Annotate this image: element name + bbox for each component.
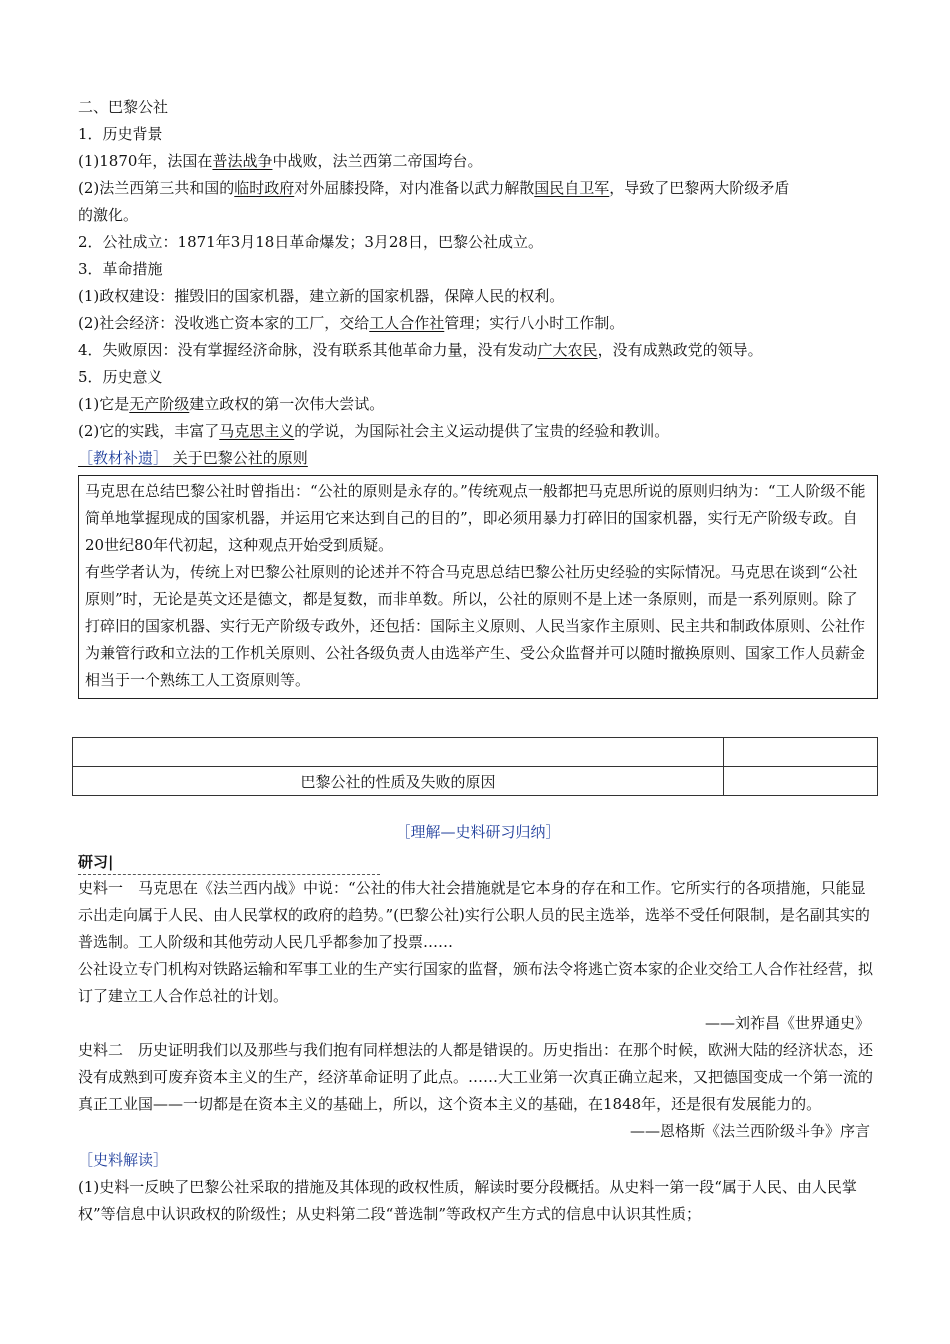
text: ，没有成熟政党的领导。 — [597, 341, 763, 359]
key-term: 临时政府 — [234, 179, 295, 197]
topic-table-cell — [724, 767, 878, 796]
key-term: 国民自卫军 — [534, 179, 610, 197]
text: 中战败，法兰西第二帝国垮台。 — [272, 152, 483, 170]
source-1-paragraph-1: 史料一 马克思在《法兰西内战》中说：“公社的伟大社会措施就是它本身的存在和工作。它所实行的各项措施，只能显示出走向属于人民、由人民掌权的政府的趋势。”(巴黎公社)实行公职人员的民主选举，选举不受任何限制，是名副其实的普选制。工人阶级和其他劳动人民几乎都参加了投票…… — [78, 879, 870, 951]
measures-point-2 — [78, 310, 878, 337]
text: 的学说，为国际社会主义运动提供了宝贵的经验和教训。 — [294, 422, 670, 440]
background-point-1 — [78, 148, 878, 175]
key-term: 工人合作社 — [369, 314, 445, 332]
supplement-heading — [78, 445, 878, 472]
text: 管理；实行八小时工作制。 — [444, 314, 625, 332]
supplement-title: 关于巴黎公社的原则 — [172, 449, 308, 467]
key-term: 广大农民 — [537, 341, 598, 359]
interpretation-paragraph: (1)史料一反映了巴黎公社采取的措施及其体现的政权性质，解读时要分段概括。从史料一第一段“属于人民、由人民掌权”等信息中认识政权的阶级性；从史料第二段“普选制”等政权产生方式的信息中认识其性质； — [78, 1178, 857, 1223]
text: 对外屈膝投降，对内准备以武力解散 — [294, 179, 535, 197]
document-page — [78, 94, 878, 1228]
supplement-tag: ［教材补遗］ — [78, 449, 169, 467]
measures-heading: 3．革命措施 — [78, 260, 163, 278]
supplement-box — [78, 475, 878, 699]
section-title: 二、巴黎公社 — [78, 98, 169, 116]
topic-table-cell — [724, 738, 878, 767]
background-heading: 1．历史背景 — [78, 125, 163, 143]
significance-point-2 — [78, 418, 878, 445]
text: 4．失败原因：没有掌握经济命脉，没有联系其他革命力量，没有发动 — [78, 341, 538, 359]
text: (2)社会经济：没收逃亡资本家的工厂，交给 — [78, 314, 370, 332]
topic-title: 巴黎公社的性质及失败的原因 — [73, 767, 724, 796]
significance-heading: 5．历史意义 — [78, 368, 163, 386]
failure-reasons — [78, 337, 878, 364]
text: ，导致了巴黎两大阶级矛盾 — [609, 179, 790, 197]
topic-table-cell — [73, 738, 724, 767]
background-point-2 — [78, 175, 878, 202]
commune-founding: 2．公社成立：1871年3月18日革命爆发；3月28日，巴黎公社成立。 — [78, 233, 543, 251]
key-term: 普法战争 — [212, 152, 273, 170]
text: (2)法兰西第三共和国的 — [78, 179, 235, 197]
topic-table — [72, 737, 878, 796]
yanxi-text: 研习 — [78, 853, 109, 871]
supplement-paragraph-1: 马克思在总结巴黎公社时曾指出：“公社的原则是永存的。”传统观点一般都把马克思所说的原则归纳为：“工人阶级不能简单地掌握现成的国家机器，并运用它来达到自己的目的”，即必须用暴力打碎旧的国家机器，实行无产阶级专政。自20世纪80年代初起，这种观点开始受到质疑。 — [85, 482, 866, 554]
key-term: 无产阶级 — [129, 395, 190, 413]
supplement-paragraph-2: 有些学者认为，传统上对巴黎公社原则的论述并不符合马克思总结巴黎公社历史经验的实际情况。马克思在谈到“公社原则”时，无论是英文还是德文，都是复数，而非单数。所以，公社的原则不是上述一条原则，而是一系列原则。除了打碎旧的国家机器、实行无产阶级专政外，还包括：国际主义原则、人民当家作主原则、民主共和制政体原则、公社作为兼管行政和立法的工作机关原则、公社各级负责人由选举产生、受公众监督并可以随时撤换原则、国家工作人员薪金相当于一个熟练工人工资原则等。 — [85, 563, 866, 689]
text: (1)1870年，法国在 — [78, 152, 213, 170]
yanxi-label — [78, 850, 380, 875]
source-1-paragraph-2: 公社设立专门机构对铁路运输和军事工业的生产实行国家的监督，颁布法令将逃亡资本家的企业交给工人合作社经营，拟订了建立工人合作总社的计划。 — [78, 960, 874, 1005]
source-1-citation: ——刘祚昌《世界通史》 — [704, 1014, 870, 1032]
source-2-citation: ——恩格斯《法兰西阶级斗争》序言 — [629, 1122, 870, 1140]
yanxi-bar: | — [108, 853, 114, 871]
text: (2)它的实践，丰富了 — [78, 422, 220, 440]
source-2-paragraph: 史料二 历史证明我们以及那些与我们抱有同样想法的人都是错误的。历史指出：在那个时候，欧洲大陆的经济状态，还没有成熟到可废弃资本主义的生产，经济革命证明了此点。……大工业第一次真正确立起来，又把德国变成一个第一流的真正工业国——一切都是在资本主义的基础上，所以，这个资本主义的基础，在1848年，还是很有发展能力的。 — [78, 1041, 874, 1113]
study-heading: ［理解—史料研习归纳］ — [395, 823, 561, 841]
interpretation-tag: ［史料解读］ — [78, 1151, 169, 1169]
text: 建立政权的第一次伟大尝试。 — [189, 395, 385, 413]
text: (1)它是 — [78, 395, 130, 413]
background-point-2-cont: 的激化。 — [78, 206, 139, 224]
significance-point-1 — [78, 391, 878, 418]
key-term: 马克思主义 — [219, 422, 295, 440]
measures-point-1: (1)政权建设：摧毁旧的国家机器，建立新的国家机器，保障人民的权利。 — [78, 287, 565, 305]
